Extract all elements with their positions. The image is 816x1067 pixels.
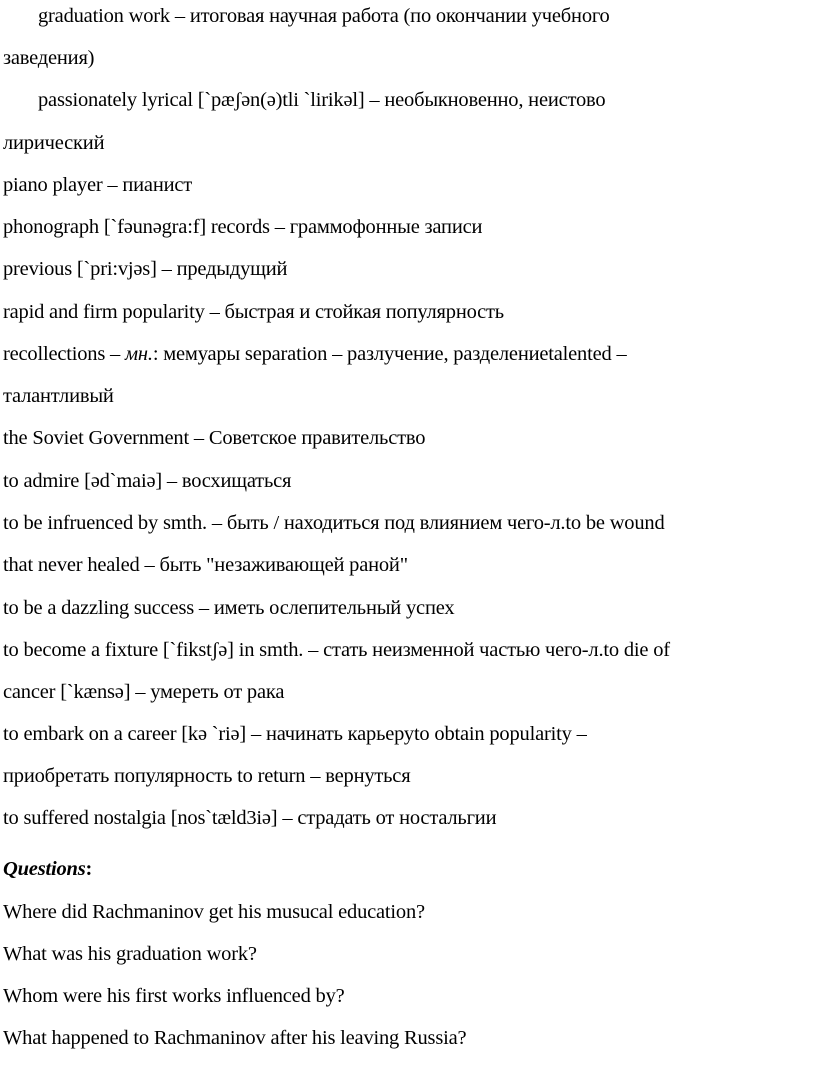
glossary-line: to be infruenced by smth. – быть / находиться под влиянием чего-л.to be wound (3, 512, 665, 534)
glossary-line: to be a dazzling success – иметь ослепительный успех (3, 597, 455, 619)
glossary-line: to admire [əd`maiə] – восхищаться (3, 470, 292, 492)
glossary-line: passionately lyrical [`pæʃən(ə)tli `lirikəl] – необыкновенно, неистово (38, 89, 606, 111)
glossary-text: : мемуары separation – разлучение, разделениеtalented – (152, 343, 627, 365)
glossary-text: recollections – (3, 343, 126, 365)
glossary-line: приобретать популярность to return – вернуться (3, 765, 411, 787)
glossary-line: rapid and firm popularity – быстрая и стойкая популярность (3, 301, 504, 323)
glossary-line: piano player – пианист (3, 174, 193, 196)
abbreviation-text: мн. (125, 343, 153, 365)
question-item: Whom were his first works influenced by? (3, 985, 345, 1007)
question-item: What was his graduation work? (3, 943, 257, 965)
glossary-line: лирический (3, 132, 105, 154)
questions-heading-colon: : (85, 858, 93, 880)
glossary-line: заведения) (3, 47, 95, 69)
questions-heading-text: Questions (3, 858, 86, 880)
glossary-line: to embark on a career [kə `riə] – начинать карьеруto obtain popularity – (3, 723, 587, 745)
glossary-line: phonograph [`fəunəgra:f] records – граммофонные записи (3, 216, 483, 238)
glossary-line: to suffered nostalgia [nos`tæld3iə] – страдать от ностальгии (3, 807, 497, 829)
questions-heading (3, 857, 92, 881)
glossary-line: graduation work – итоговая научная работа (по окончании учебного (38, 5, 610, 27)
glossary-line (3, 342, 627, 366)
glossary-line: cancer [`kænsə] – умереть от рака (3, 681, 285, 703)
glossary-line: that never healed – быть "незаживающей раной" (3, 554, 408, 576)
question-item: What happened to Rachmaninov after his leaving Russia? (3, 1027, 467, 1049)
glossary-line: талантливый (3, 385, 114, 407)
glossary-line: the Soviet Government – Советское правительство (3, 427, 426, 449)
question-item: Where did Rachmaninov get his musucal education? (3, 901, 425, 923)
glossary-line: previous [`pri:vjəs] – предыдущий (3, 258, 288, 280)
glossary-line: to become a fixture [`fikstʃə] in smth. – стать неизменной частью чего-л.to die of (3, 639, 670, 661)
